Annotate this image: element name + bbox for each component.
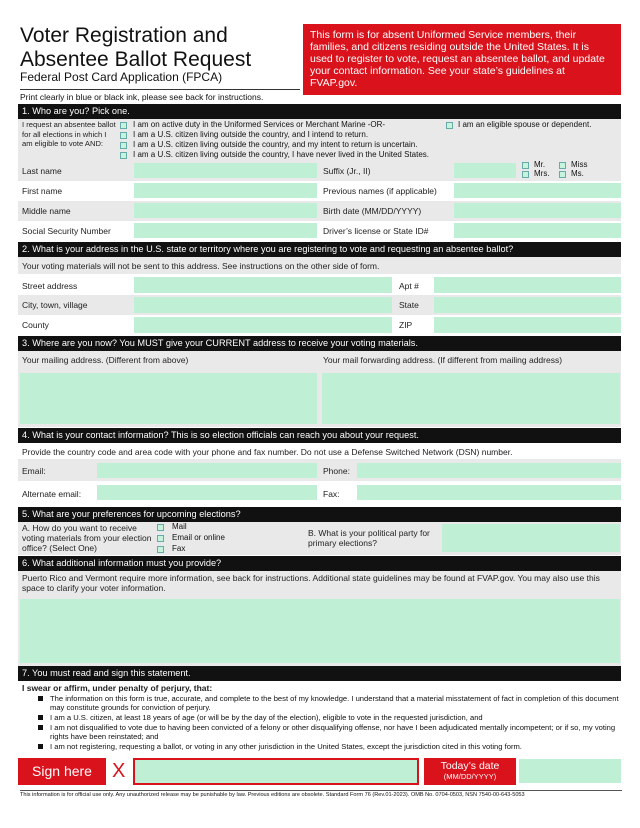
date-format-text: (MM/DD/YYYY) [443,772,497,781]
section6-heading: 6. What additional information must you provide? [18,556,621,571]
zip-field[interactable] [434,317,621,333]
forwarding-address-label: Your mail forwarding address. (If different from mailing address) [323,355,563,365]
license-label: Driver’s license or State ID# [323,226,429,236]
checkbox-mrs[interactable] [522,171,529,178]
title-mr-label: Mr. [534,160,546,169]
todays-date-text: Today’s date [440,760,500,772]
option-return-uncertain: I am a U.S. citizen living outside the country, and my intent to return is uncertain. [133,140,418,149]
oath-bullet [38,713,623,722]
first-name-field[interactable] [134,183,317,198]
request-intro: I request an absentee ballot for all elections in which I am eligible to vote AND: [22,120,116,148]
form-title-line2: Absentee Ballot Request [20,48,252,71]
mailing-address-field[interactable] [20,373,317,424]
phone-label: Phone: [323,466,350,476]
mailing-address-label: Your mailing address. (Different from above) [22,355,189,365]
checkbox-never-lived[interactable] [120,152,127,159]
option-never-lived: I am a U.S. citizen living outside the country, I have never lived in the United States. [133,150,430,159]
first-name-label: First name [22,186,63,196]
previous-names-field[interactable] [454,183,621,198]
section2-heading: 2. What is your address in the U.S. state or territory where you are registering to vote and requesting an absentee ballot? [18,242,621,257]
birth-date-label: Birth date (MM/DD/YYYY) [323,206,422,216]
ssn-label: Social Security Number [22,226,111,236]
checkbox-mr[interactable] [522,162,529,169]
oath-bullet-text: I am not registering, requesting a ballot, or voting in any other jurisdiction in the United States, except the jurisdiction cited in this voting form. [50,742,522,751]
county-field[interactable] [134,317,392,333]
section4-note: Provide the country code and area code with your phone and fax number. Do not use a Defense Switched Network (DSN) number. [22,447,513,457]
checkbox-return-uncertain[interactable] [120,142,127,149]
last-name-label: Last name [22,166,62,176]
option-intend-return: I am a U.S. citizen living outside the country, and I intend to return. [133,130,369,139]
checkbox-fax[interactable] [157,546,164,553]
forwarding-address-field[interactable] [322,373,620,424]
license-field[interactable] [454,223,621,238]
section6-note: Puerto Rico and Vermont require more information, see back for instructions. Additional state guidelines may be found at FVAP.gov. You may also use this space to clarify your voter information. [22,573,600,593]
option-spouse-dependent: I am an eligible spouse or dependent. [458,120,592,129]
county-label: County [22,320,49,330]
oath-bullet [38,723,623,741]
form-title [20,24,300,72]
alt-email-field[interactable] [97,485,317,500]
previous-names-label: Previous names (if applicable) [323,186,437,196]
last-name-field[interactable] [134,163,317,178]
section7-heading: 7. You must read and sign this statement. [18,666,621,681]
checkbox-ms[interactable] [559,171,566,178]
oath-statement: I swear or affirm, under penalty of perjury, that: [22,683,213,693]
delivery-mail-label: Mail [172,522,187,531]
email-field[interactable] [97,463,317,478]
option-active-duty: I am on active duty in the Uniformed Services or Merchant Marine -OR- [133,120,386,129]
city-label: City, town, village [22,300,88,310]
title-ms-label: Ms. [571,169,584,178]
todays-date-label [424,758,516,785]
fax-field[interactable] [357,485,621,500]
delivery-fax-label: Fax [172,544,186,553]
ssn-field[interactable] [134,223,317,238]
section3-heading: 3. Where are you now? You MUST give your CURRENT address to receive your voting materials. [18,336,621,351]
suffix-label: Suffix (Jr., II) [323,166,371,176]
checkbox-intend-return[interactable] [120,132,127,139]
oath-bullet-text: I am not disqualified to vote due to having been convicted of a felony or other disqualifying offense, nor have I been adjudicated mentally incompetent; or if so, my voting rights have been reinstated; and [50,723,616,741]
todays-date-field[interactable] [519,759,621,783]
eligibility-notice: This form is for absent Uniformed Service members, their families, and citizens residing outside the United States. It is used to register to vote, request an absentee ballot, and update your contact information. See your state’s guidelines at FVAP.gov. [303,24,621,95]
phone-field[interactable] [357,463,621,478]
state-field[interactable] [434,297,621,313]
form-subtitle: Federal Post Card Application (FPCA) [20,70,223,84]
signature-field[interactable] [133,758,419,785]
additional-info-field[interactable] [20,599,620,663]
street-label: Street address [22,281,78,291]
city-field[interactable] [134,297,392,313]
section2-note: Your voting materials will not be sent to this address. See instructions on the other side of form. [22,261,380,271]
oath-bullet [38,742,623,751]
zip-label: ZIP [399,320,413,330]
checkbox-mail[interactable] [157,524,164,531]
email-label: Email: [22,466,46,476]
alt-email-label: Alternate email: [22,489,82,499]
oath-bullet-text: I am a U.S. citizen, at least 18 years of age (or will be by the day of the election), eligible to vote in the requested jurisdiction, and [50,713,483,722]
form-title-line1: Voter Registration and [20,24,228,47]
delivery-question: A. How do you want to receive voting materials from your election office? (Select One) [22,523,152,553]
oath-bullets [38,694,623,752]
row-last-name [18,161,621,181]
oath-bullet-text: The information on this form is true, accurate, and complete to the best of my knowledge. I understand that a material misstatement of fact in completion of this document may constitute grounds for conviction of perjury. [50,694,619,712]
middle-name-label: Middle name [22,206,71,216]
sign-here-label: Sign here [18,758,106,785]
section1-heading: 1. Who are you? Pick one. [18,104,621,119]
birth-date-field[interactable] [454,203,621,218]
delivery-email-label: Email or online [172,533,225,542]
street-field[interactable] [134,277,392,293]
section4-heading: 4. What is your contact information? This is so election officials can reach you about your request. [18,428,621,443]
fax-label: Fax: [323,489,340,499]
checkbox-email-online[interactable] [157,535,164,542]
print-instructions: Print clearly in blue or black ink, please see back for instructions. [20,89,300,102]
checkbox-miss[interactable] [559,162,566,169]
form-footer: This information is for official use only. Any unauthorized release may be punishable by law. Previous editions are obsolete. Standard Form 76 (Rev.01-2023). OMB No. 0704-0503, NSN 7540-00-643-5053 [20,790,622,798]
party-question: B. What is your political party for primary elections? [308,528,430,548]
apt-field[interactable] [434,277,621,293]
apt-label: Apt # [399,281,419,291]
state-label: State [399,300,419,310]
middle-name-field[interactable] [134,203,317,218]
signature-x-mark: X [112,760,126,782]
oath-bullet [38,694,623,712]
checkbox-active-duty[interactable] [120,122,127,129]
party-field[interactable] [442,524,620,552]
section5-heading: 5. What are your preferences for upcoming elections? [18,507,621,522]
suffix-field[interactable] [454,163,516,178]
title-miss-label: Miss [571,160,588,169]
checkbox-spouse-dependent[interactable] [446,122,453,129]
title-mrs-label: Mrs. [534,169,550,178]
